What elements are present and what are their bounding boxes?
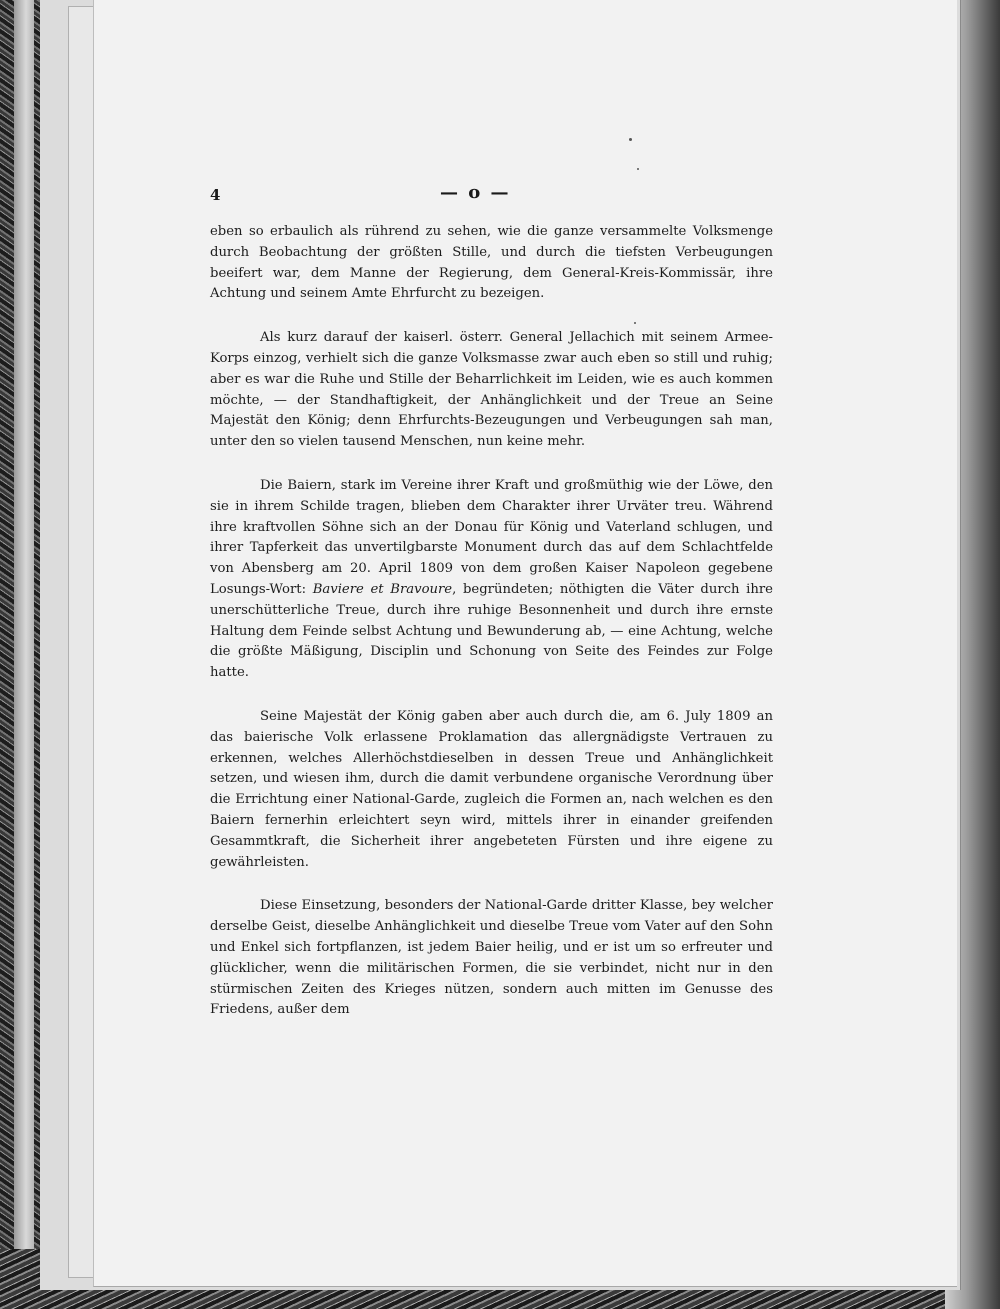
paper-speck: [637, 168, 639, 170]
latin-motto: Baviere et Bravoure: [312, 581, 453, 597]
paragraph-4: Seine Majestät der König gaben aber auch durch die, am 6. July 1809 an das baierische Volk erlassene Proklamation das allergnädigste Vertrauen zu erkennen, welches Allerhöchstdieselben in dessen Treue und Anhänglichkeit setzen, und wiesen ihm, durch die damit verbundene organische Verordnung über die Errichtung einer National-Garde, zugleich die Formen an, nach welchen es den Baiern fernerhin erleichtert seyn wird, mittels ihrer in einander greifenden Gesammtkraft, die Sicherheit ihrer angebeteten Fürsten und ihre eigene zu gewährleisten.: [210, 708, 773, 870]
page-number: 4: [210, 186, 221, 204]
paragraph-2: Als kurz darauf der kaiserl. österr. General Jellachich mit seinem Armee-Korps einzog, verhielt sich die ganze Volksmasse zwar auch eben so still und ruhig; aber es war die Ruhe und Stille der Beharrlichkeit im Leiden, wie es auch kommen möchte, — der Standhaftigkeit, der Anhänglichkeit und der Treue an Seine Majestät den König; denn Ehrfurchts-Bezeugungen und Verbeugungen sah man, unter den so vielen tausend Menschen, nun keine mehr.: [210, 330, 773, 450]
paragraph-5: Diese Einsetzung, besonders der National-Garde dritter Klasse, bey welcher derselbe Geist, dieselbe Anhänglichkeit und dieselbe Treue vom Vater auf den Sohn und Enkel sich fortpflanzen, ist jedem Baier heilig, und er ist um so erfreuter und glücklicher, wenn die militärischen Formen, die sie verbindet, nicht nur in den stürmischen Zeiten des Krieges nützen, sondern auch mitten im Genusse des Friedens, außer dem: [210, 898, 773, 1018]
paragraph-3-text-after: , begründeten; nöthigten die Väter durch ihre unerschütterliche Treue, durch ihre ruhige Besonnenheit und durch ihre ernste Haltung dem Feinde selbst Achtung und Bewunderung ab, — eine Achtung, welche die größte Mäßigung, Disciplin und Schonung von Seite des Feindes zur Folge hatte.: [210, 581, 773, 681]
paragraph-3: [210, 476, 773, 684]
paragraph-3-text-before: Die Baiern, stark im Vereine ihrer Kraft und großmüthig wie der Löwe, den sie in ihrem Schilde tragen, blieben dem Charakter ihrer Urväter treu. Während ihre kraftvollen Söhne sich an der Donau für König und Vaterland schlugen, und ihrer Tapferkeit das unvertilgbarste Monument durch das auf dem Schlachtfelde von Abensberg am 20. April 1809 von dem großen Kaiser Napoleon gegebene Losungs-Wort:: [210, 477, 773, 597]
page-header: [210, 182, 773, 210]
cover-board-edge: [14, 0, 34, 1309]
signature-mark: — o —: [440, 182, 511, 203]
paper-speck: [629, 138, 632, 141]
body-text: [210, 222, 773, 1044]
paragraph-1: eben so erbaulich als rührend zu sehen, wie die ganze versammelte Volksmenge durch Beobachtung der größten Stille, und durch die tiefsten Verbeugungen beeifert war, dem Manne der Regierung, dem General-Kreis-Kommissär, ihre Achtung und seinem Amte Ehrfurcht zu bezeigen.: [210, 224, 773, 302]
